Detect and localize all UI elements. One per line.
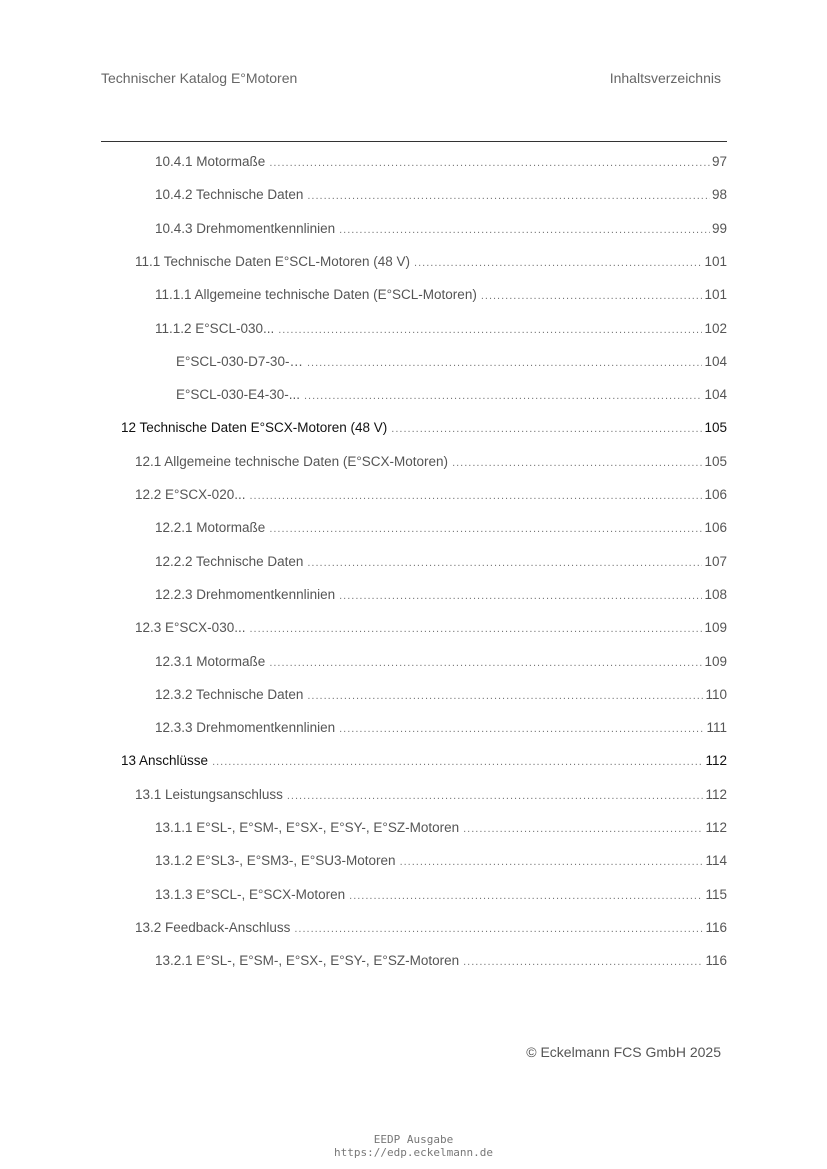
toc-entry-title: 13.2.1 E°SL-, E°SM-, E°SX-, E°SY-, E°SZ-Motoren [155,953,460,969]
toc-entry-title: 12.3.1 Motormaße [155,653,266,669]
toc-entry[interactable] [176,385,727,405]
toc-entry-title: 12.2.3 Drehmomentkennlinien [155,586,336,602]
toc-entry-title: 12.3 E°SCX-030... [135,620,246,636]
toc-entry-page: 105 [704,420,727,436]
toc-entry-title: 13.1 Leistungsanschluss [135,786,283,802]
toc-entry-title: 11.1 Technische Daten E°SCL-Motoren (48 V) [135,253,411,269]
toc-entry[interactable] [155,885,727,905]
toc-entry-title: E°SCL-030-E4-30-... [176,387,300,403]
toc-entry[interactable] [155,185,727,205]
toc-entry-title: 13.1.2 E°SL3-, E°SM3-, E°SU3-Motoren [155,853,396,869]
toc-entry-page: 111 [706,720,727,736]
toc-leader-dots [269,519,702,538]
toc-leader-dots [212,752,703,771]
toc-leader-dots [304,386,703,405]
toc-leader-dots [339,586,702,605]
toc-entry[interactable] [155,818,727,838]
toc-entry-page: 107 [704,553,727,569]
toc-entry-title: 10.4.2 Technische Daten [155,187,304,203]
toc-leader-dots [249,486,702,505]
toc-entry[interactable] [135,918,727,938]
toc-entry-title: 12.3.3 Drehmomentkennlinien [155,720,336,736]
toc-entry[interactable] [121,751,727,771]
header-divider [101,141,727,142]
toc-entry-page: 106 [704,520,727,536]
toc-entry-page: 112 [705,786,727,802]
toc-entry-page: 108 [704,586,727,602]
footer-edition: EEDP Ausgabe [373,1133,454,1146]
toc-entry-page: 102 [704,320,727,336]
toc-entry-title: 11.1.2 E°SCL-030... [155,320,275,336]
toc-entry[interactable] [155,285,727,305]
toc-leader-dots [294,919,703,938]
toc-leader-dots [278,320,702,339]
toc-leader-dots [339,220,710,239]
header-section: Inhaltsverzeichnis [609,70,721,86]
toc-entry-page: 106 [704,487,727,502]
toc-entry-title: 13.1.1 E°SL-, E°SM-, E°SX-, E°SY-, E°SZ-Motoren [155,820,460,835]
toc-entry-page: 104 [704,387,727,403]
toc-leader-dots [339,719,704,738]
toc-entry-title: 13 Anschlüsse [121,753,209,769]
toc-entry-page: 97 [711,154,727,169]
toc-entry[interactable] [155,152,727,172]
toc-leader-dots [414,253,702,272]
toc-entry-page: 116 [705,919,727,935]
toc-entry-page: 109 [704,620,727,636]
footer-url[interactable]: https://edp.eckelmann.de [334,1146,493,1159]
toc-entry-page: 112 [705,753,727,769]
toc-entry[interactable] [135,452,727,472]
header-title: Technischer Katalog E°Motoren [101,70,298,86]
toc-entry-title: 12.3.2 Technische Daten [155,686,304,702]
toc-entry[interactable] [135,785,727,805]
toc-entry-page: 115 [705,886,727,902]
toc-entry[interactable] [155,851,727,871]
toc-entry[interactable] [155,718,727,738]
toc-entry-title: E°SCL-030-D7-30-… [176,353,303,369]
toc-entry[interactable] [155,585,727,605]
toc-entry-title: 12.1 Allgemeine technische Daten (E°SCX-Motoren) [135,453,449,469]
toc-leader-dots [452,453,702,472]
toc-leader-dots [481,286,703,305]
toc-leader-dots [349,886,703,905]
toc-entry-title: 12.2.2 Technische Daten [155,553,304,569]
toc-entry[interactable] [155,319,727,339]
toc-entry[interactable] [135,252,727,272]
toc-leader-dots [463,952,703,971]
toc-entry-title: 12.2 E°SCX-020... [135,487,246,502]
toc-entry[interactable] [135,618,727,638]
toc-entry[interactable] [135,485,727,505]
toc-leader-dots [269,653,702,672]
toc-entry[interactable] [155,518,727,538]
toc-leader-dots [463,819,703,838]
toc-entry-title: 10.4.3 Drehmomentkennlinien [155,220,336,236]
toc-entry-title: 12 Technische Daten E°SCX-Motoren (48 V) [121,420,388,436]
toc-entry-title: 10.4.1 Motormaße [155,154,266,169]
toc-leader-dots [307,353,703,372]
toc-leader-dots [400,852,704,871]
toc-entry-title: 13.2 Feedback-Anschluss [135,919,291,935]
toc-entry-title: 12.2.1 Motormaße [155,520,266,536]
toc-entry[interactable] [155,219,727,239]
toc-entry-page: 105 [704,453,727,469]
toc-entry-page: 112 [705,820,727,835]
footer-edition-block [0,1133,827,1159]
toc-entry-page: 104 [704,353,727,369]
toc-entry-page: 109 [704,653,727,669]
toc-entry-page: 116 [705,953,727,969]
toc-entry[interactable] [155,685,727,705]
toc-leader-dots [287,786,704,805]
toc-leader-dots [307,686,703,705]
toc-entry[interactable] [155,951,727,971]
toc-entry[interactable] [155,552,727,572]
toc-entry[interactable] [176,352,727,372]
toc-leader-dots [269,153,710,172]
toc-entry[interactable] [155,652,727,672]
toc-entry-page: 101 [704,287,727,303]
toc-entry-page: 99 [711,220,727,236]
toc-entry-page: 110 [705,686,727,702]
toc-entry-page: 98 [711,187,727,203]
toc-entry[interactable] [121,418,727,438]
toc-leader-dots [391,419,702,438]
footer-copyright: © Eckelmann FCS GmbH 2025 [526,1044,721,1060]
toc-entry-title: 11.1.1 Allgemeine technische Daten (E°SCL-Motoren) [155,287,477,303]
toc-leader-dots [307,553,702,572]
toc-entry-page: 114 [705,853,727,869]
toc-leader-dots [307,186,710,205]
toc-entry-title: 13.1.3 E°SCL-, E°SCX-Motoren [155,886,346,902]
toc-entry-page: 101 [704,253,727,269]
toc-leader-dots [249,619,702,638]
